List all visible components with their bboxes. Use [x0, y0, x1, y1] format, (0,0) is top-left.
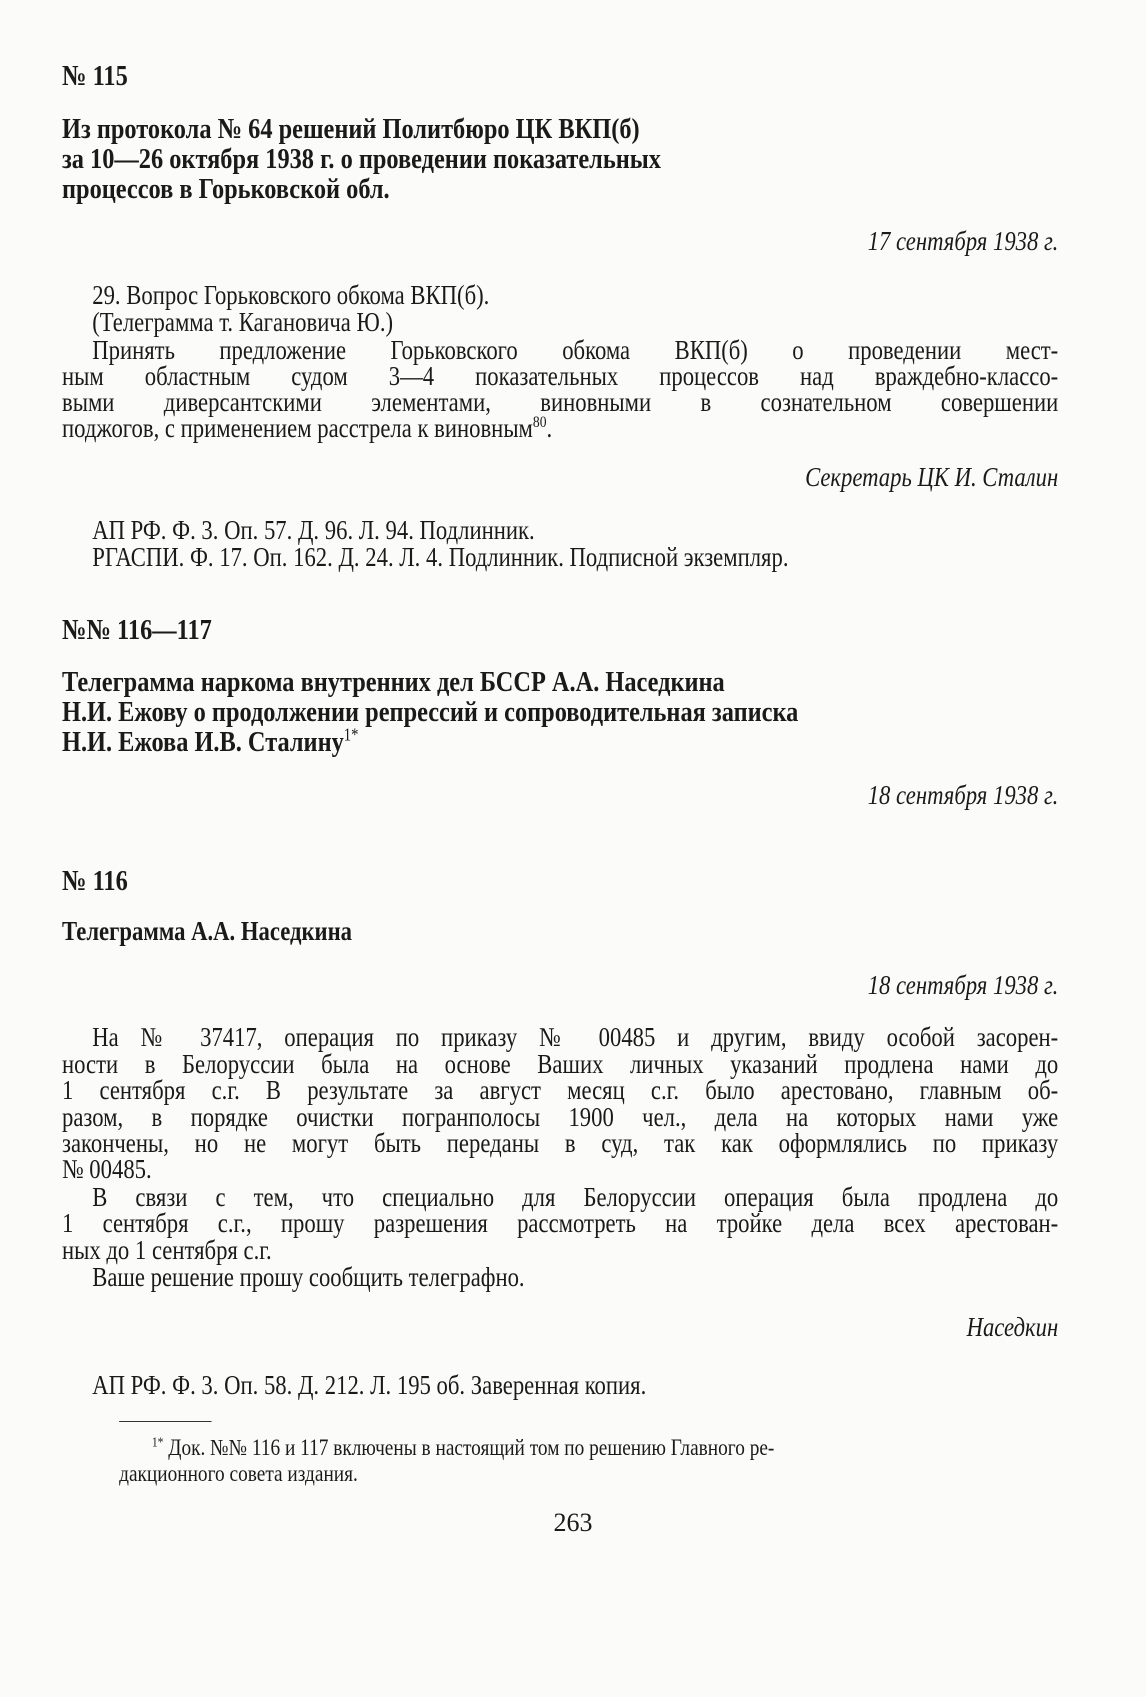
body-line: 1 сентября с.г., прошу разрешения рассмотреть на тройке дела всех арестован-: [62, 1208, 1059, 1238]
title-text: Н.И. Ежова И.В. Сталину: [62, 726, 344, 758]
body-line: 1 сентября с.г. В результате за август месяц с.г. было арестовано, главным об-: [62, 1075, 1059, 1105]
body-line: закончены, но не могут быть переданы в суд, так как оформлялись по приказу: [62, 1128, 1059, 1158]
source-line: АП РФ. Ф. 3. Оп. 58. Д. 212. Л. 195 об. Заверенная копия.: [92, 1370, 647, 1400]
footnote-line: [152, 1434, 1058, 1462]
footnote-mark: 1*: [151, 1434, 164, 1450]
body-line: Принять предложение Горьковского обкома ВКП(б) о проведении мест-: [92, 335, 1059, 365]
body-line: поджогов, с применением расстрела к виновным$^{80}$.: [62, 413, 553, 443]
source-line: АП РФ. Ф. 3. Оп. 57. Д. 96. Л. 94. Подлинник.: [92, 515, 535, 545]
doc-number: № 116: [62, 865, 128, 897]
doc-title-line: Н.И. Ежову о продолжении репрессий и сопроводительная записка: [62, 696, 799, 728]
doc-date: 18 сентября 1938 г.: [867, 970, 1059, 1000]
source-line: РГАСПИ. Ф. 17. Оп. 162. Д. 24. Л. 4. Подлинник. Подписной экземпляр.: [92, 542, 789, 572]
body-line: Ваше решение прошу сообщить телеграфно.: [92, 1262, 525, 1292]
page-number: 263: [553, 1508, 593, 1537]
body-line: ности в Белоруссии была на основе Ваших личных указаний продлена нами до: [62, 1049, 1059, 1079]
body-line: разом, в порядке очистки погранполосы 1900 чел., дела на которых нами уже: [62, 1102, 1059, 1132]
signature: Наседкин: [966, 1312, 1059, 1342]
footnote-ref: 1*: [343, 724, 359, 745]
page-content: [62, 0, 1058, 1697]
body-line: ных до 1 сентября с.г.: [62, 1235, 272, 1265]
doc-title-line: за 10—26 октября 1938 г. о проведении показательных: [62, 143, 661, 175]
body-line: ным областным судом 3—4 показательных процессов над враждебно-классо-: [62, 361, 1059, 391]
body-line: (Телеграмма т. Кагановича Ю.): [92, 307, 394, 337]
body-line: № 00485.: [62, 1154, 152, 1184]
footnote-line: дакционного совета издания.: [119, 1461, 358, 1486]
doc-title-line: процессов в Горьковской обл.: [62, 173, 390, 205]
footnote-ref: 80: [532, 413, 547, 431]
doc-number: № 115: [62, 60, 128, 92]
doc-title: Телеграмма А.А. Наседкина: [62, 916, 353, 946]
footnote-text: Док. №№ 116 и 117 включены в настоящий том по решению Главного ре-: [168, 1435, 775, 1460]
doc-number: №№ 116—117: [62, 614, 212, 646]
doc-title-line: [62, 724, 1058, 758]
footnote-divider: [119, 1421, 211, 1422]
signature: Секретарь ЦК И. Сталин: [805, 462, 1059, 492]
body-line: выми диверсантскими элементами, виновными в сознательном совершении: [62, 387, 1059, 417]
doc-title-line: Телеграмма наркома внутренних дел БССР А.А. Наседкина: [62, 666, 725, 698]
body-line: На № 37417, операция по приказу № 00485 и другим, ввиду особой засорен-: [92, 1022, 1059, 1052]
doc-date: 18 сентября 1938 г.: [867, 780, 1059, 810]
doc-title-line: Из протокола № 64 решений Политбюро ЦК ВКП(б): [62, 113, 640, 145]
body-line: В связи с тем, что специально для Белоруссии операция была продлена до: [92, 1182, 1059, 1212]
body-text: поджогов, с применением расстрела к виновным: [62, 413, 533, 443]
body-line: 29. Вопрос Горьковского обкома ВКП(б).: [92, 280, 490, 310]
doc-date: 17 сентября 1938 г.: [867, 226, 1059, 256]
